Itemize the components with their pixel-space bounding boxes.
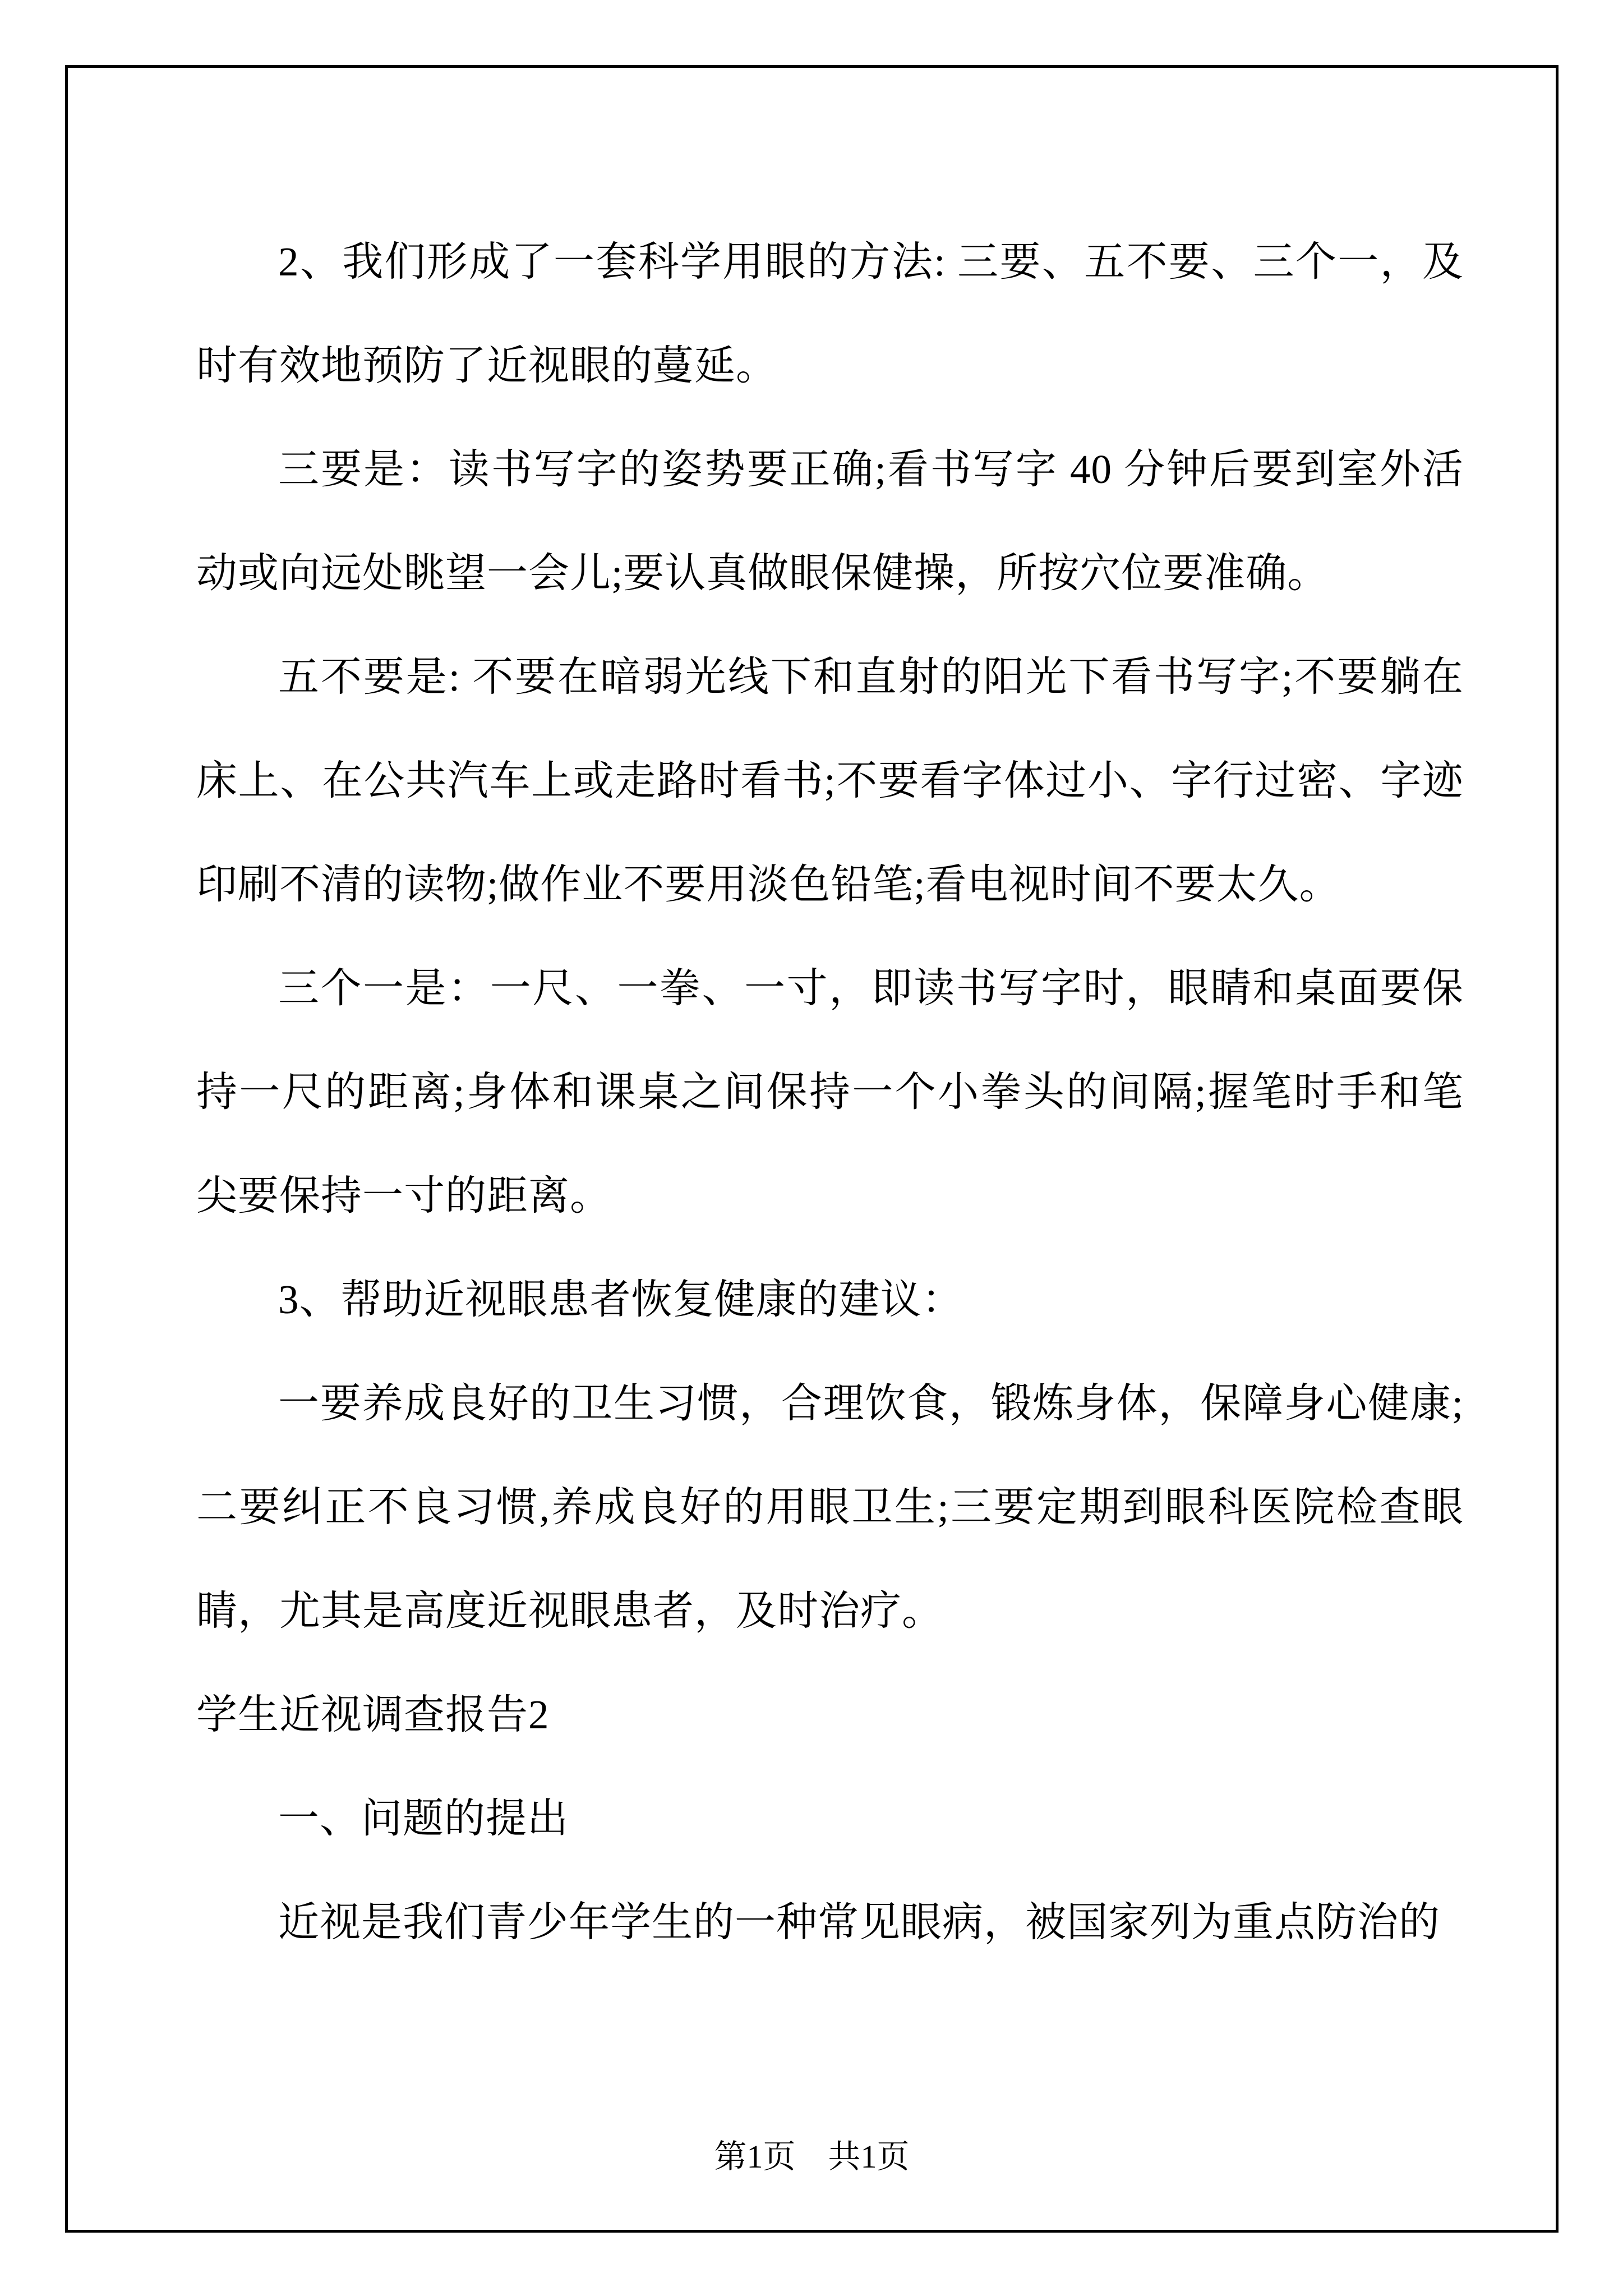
paragraph-suggestions: 一要养成良好的卫生习惯，合理饮食，锻炼身体，保障身心健康;二要纠正不良习惯,养成良好的用眼卫生;三要定期到眼科医院检查眼睛，尤其是高度近视眼患者，及时治疗。 bbox=[196, 1381, 1464, 1634]
page-border bbox=[65, 65, 1559, 2233]
paragraph-suggestions-heading: 3、帮助近视眼患者恢复健康的建议： bbox=[278, 1277, 963, 1322]
paragraph-problem-intro: 近视是我们青少年学生的一种常见眼病，被国家列为重点防治的 bbox=[278, 1899, 1440, 1945]
document-body bbox=[196, 210, 1464, 1974]
report-2-title: 学生近视调查报告2 bbox=[196, 1692, 550, 1737]
paragraph-method-intro: 2、我们形成了一套科学用眼的方法: 三要、五不要、三个一，及时有效地预防了近视眼的蔓延。 bbox=[196, 239, 1464, 388]
section-heading-problem: 一、问题的提出 bbox=[278, 1796, 569, 1841]
paragraph-three-musts: 三要是：读书写字的姿势要正确;看书写字 40 分钟后要到室外活动或向远处眺望一会儿;要认真做眼保健操，所按穴位要准确。 bbox=[196, 447, 1464, 596]
paragraph-three-ones: 三个一是：一尺、一拳、一寸，即读书写字时，眼睛和桌面要保持一尺的距离;身体和课桌之间保持一个小拳头的间隔;握笔时手和笔尖要保持一寸的距离。 bbox=[196, 965, 1464, 1218]
paragraph-five-donts: 五不要是: 不要在暗弱光线下和直射的阳光下看书写字;不要躺在床上、在公共汽车上或走路时看书;不要看字体过小、字行过密、字迹印刷不清的读物;做作业不要用淡色铅笔;看电视时间不要太久。 bbox=[196, 654, 1464, 907]
page-number-label: 第1页 共1页 bbox=[714, 2138, 910, 2175]
page-footer bbox=[68, 2132, 1556, 2182]
